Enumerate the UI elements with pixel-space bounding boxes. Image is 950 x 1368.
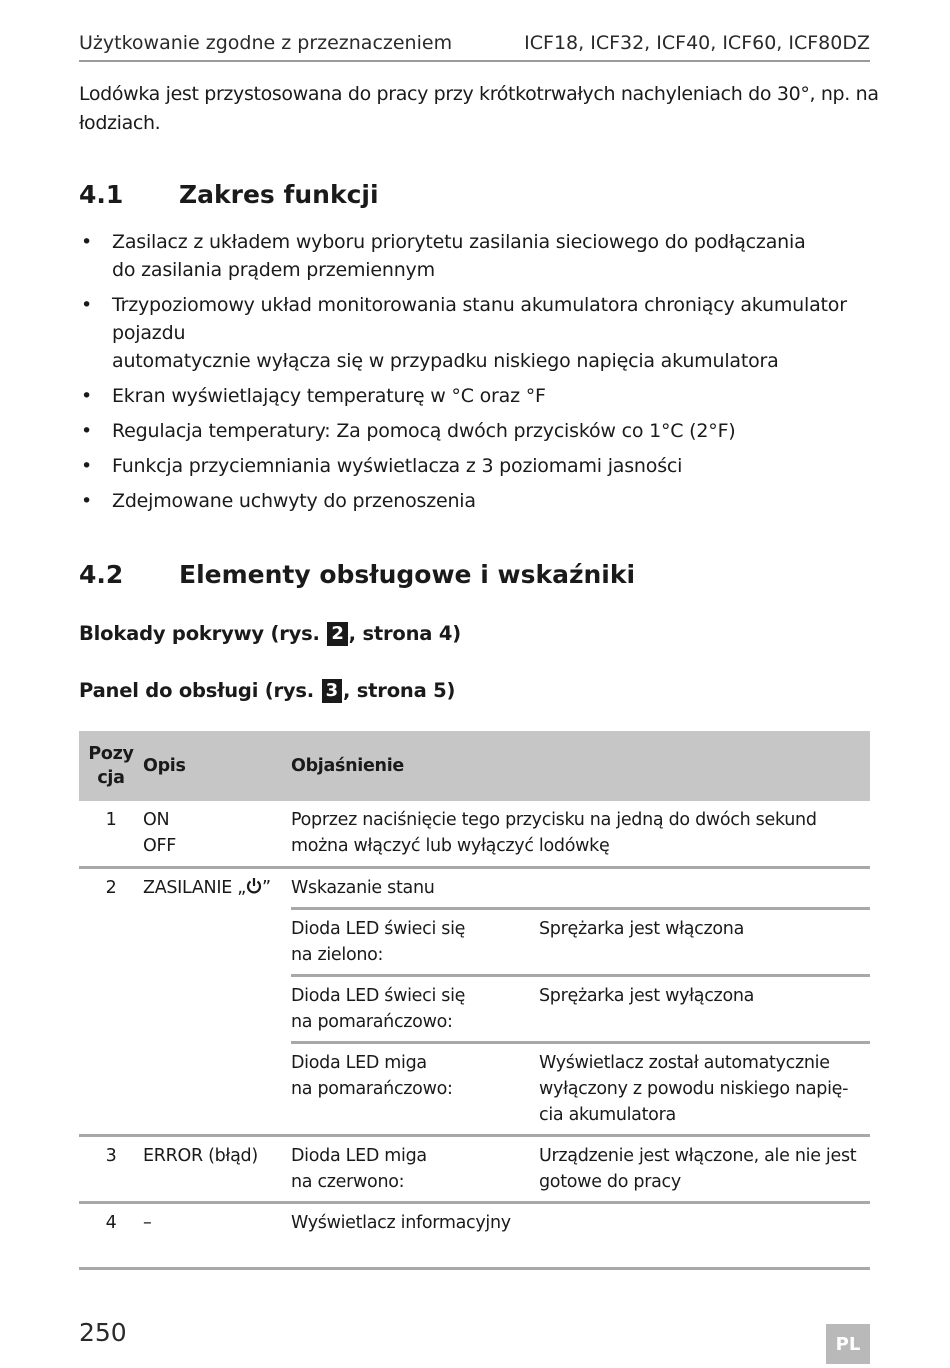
bullet-glyph: • xyxy=(81,455,93,477)
bullet-glyph: • xyxy=(81,490,93,512)
list-item: • Trzypoziomowy układ monitorowania stanu akumulatora chroniący akumulator pojazdu automatycznie wyłącza się w przypadku niskiego napięcia akumulatora xyxy=(79,291,870,375)
page-header xyxy=(79,30,870,62)
table-subrow: Dioda LED miga na pomarańczowo: Wyświetlacz został automatycznie wyłączony z powodu niskiego napię- cia akumulatora xyxy=(79,1043,870,1136)
header-models: ICF18, ICF32, ICF40, ICF60, ICF80DZ xyxy=(524,32,870,54)
figure-ref: 3 xyxy=(322,679,342,703)
controls-table xyxy=(79,731,870,1242)
section-title: Elementy obsługowe i wskaźniki xyxy=(179,560,636,589)
panel-heading: Panel do obsługi (rys. 3 , strona 5) xyxy=(79,679,456,702)
bullet-glyph: • xyxy=(81,294,93,316)
list-item: • Funkcja przyciemniania wyświetlacza z 3 poziomami jasności xyxy=(79,452,870,480)
header-explanation: Objaśnienie xyxy=(291,731,870,801)
list-item: • Zdejmowane uchwyty do przenoszenia xyxy=(79,487,870,515)
list-item: • Ekran wyświetlający temperaturę w °C oraz °F xyxy=(79,382,870,410)
section-number: 4.2 xyxy=(79,560,124,589)
header-section: Użytkowanie zgodne z przeznaczeniem xyxy=(79,32,453,54)
section-number: 4.1 xyxy=(79,180,124,209)
list-item: • Regulacja temperatury: Za pomocą dwóch przycisków co 1°C (2°F) xyxy=(79,417,870,445)
bullet-glyph: • xyxy=(81,231,93,253)
lid-locks-heading: Blokady pokrywy (rys. 2 , strona 4) xyxy=(79,622,461,645)
power-icon xyxy=(246,877,262,895)
language-badge: PL xyxy=(826,1324,870,1364)
feature-list xyxy=(79,228,870,522)
figure-ref: 2 xyxy=(327,622,347,646)
table-bottom-rule xyxy=(79,1267,870,1270)
table-row: 1 ON OFF Poprzez naciśnięcie tego przycisku na jedną do dwóch sekund można włączyć lub wyłączyć lodówkę xyxy=(105,810,817,856)
intro-paragraph: Lodówka jest przystosowana do pracy przy krótkotrwałych nachyleniach do 30°, np. na łodziach. xyxy=(79,83,879,134)
table-row: 2 ZASILANIE „ ” Wskazanie stanu xyxy=(79,868,870,909)
table-header-row xyxy=(79,731,870,801)
bullet-glyph: • xyxy=(81,385,93,407)
list-item: • Zasilacz z układem wyboru priorytetu zasilania sieciowego do podłączania do zasilania prądem przemiennym xyxy=(79,228,870,284)
table-row: 3 ERROR (błąd) Dioda LED miga na czerwono: Urządzenie jest włączone, ale nie jest gotowe do pracy xyxy=(79,1136,870,1203)
table-subrow: Dioda LED świeci się na pomarańczowo: Sprężarka jest wyłączona xyxy=(79,976,870,1043)
header-position: Pozy cja xyxy=(79,731,143,801)
section-title: Zakres funkcji xyxy=(179,180,379,209)
table-row: 4 – Wyświetlacz informacyjny xyxy=(79,1203,870,1243)
page-number: 250 xyxy=(79,1318,127,1347)
bullet-glyph: • xyxy=(81,420,93,442)
table-subrow: Dioda LED świeci się na zielono: Sprężarka jest włączona xyxy=(79,909,870,976)
header-description: Opis xyxy=(143,731,291,801)
